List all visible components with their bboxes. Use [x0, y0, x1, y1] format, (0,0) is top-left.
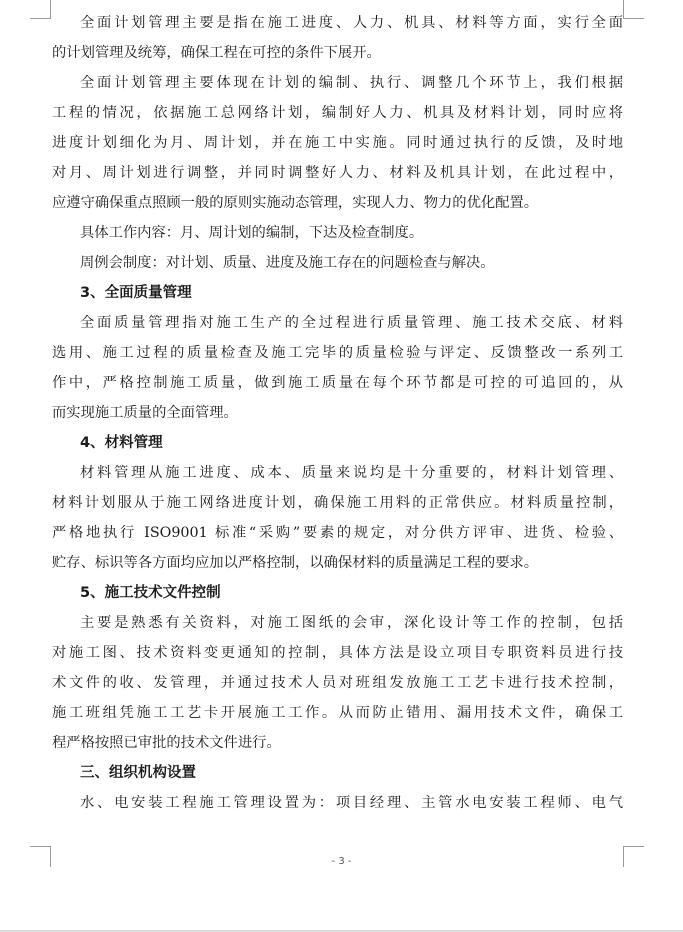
- text-line: 贮存、标识等各方面均应加以严格控制，以确保材料的质量满足工程的要求。: [52, 555, 539, 571]
- text-line: 应遵守确保重点照顾一般的原则实施动态管理，实现人力、物力的优化配置。: [52, 195, 539, 211]
- text-line: 而实现施工质量的全面管理。: [52, 405, 238, 421]
- crop-mark-top-right: [623, 0, 644, 19]
- page-number: - 3 -: [331, 856, 352, 867]
- section-heading: 三、组织机构设置: [80, 765, 196, 781]
- document-body: [52, 8, 623, 818]
- text-line: 施工班组凭施工工艺卡开展施工工作。从而防止错用、漏用技术文件，确保工: [52, 705, 623, 721]
- text-line: 选用、施工过程的质量检查及施工完毕的质量检验与评定、反馈整改一系列工: [52, 345, 623, 361]
- section-heading: 3、全面质量管理: [80, 285, 192, 301]
- section-heading: 4、材料管理: [80, 435, 163, 451]
- text-line: 材料管理从施工进度、成本、质量来说均是十分重要的，材料计划管理、: [80, 465, 623, 481]
- text-line: 全面计划管理主要体现在计划的编制、执行、调整几个环节上，我们根据: [80, 75, 623, 91]
- text-line: 材料计划服从于施工网络进度计划，确保施工用料的正常供应。材料质量控制，: [52, 495, 623, 511]
- text-line: 对月、周计划进行调整，并同时调整好人力、材料及机具计划，在此过程中，: [52, 165, 623, 181]
- text-line: 对施工图、技术资料变更通知的控制，具体方法是设立项目专职资料员进行技: [52, 645, 623, 661]
- text-line: 全面质量管理指对施工生产的全过程进行质量管理、施工技术交底、材料: [80, 315, 623, 331]
- section-heading: 5、施工技术文件控制: [80, 585, 221, 601]
- text-line: 全面计划管理主要是指在施工进度、人力、机具、材料等方面，实行全面: [80, 15, 623, 31]
- text-line: 术文件的收、发管理，并通过技术人员对班组发放施工工艺卡进行技术控制，: [52, 675, 623, 691]
- text-line: 严格地执行 ISO9001 标准“采购”要素的规定，对分供方评审、进货、检验、: [52, 525, 623, 541]
- text-line: 的计划管理及统筹，确保工程在可控的条件下展开。: [52, 45, 381, 61]
- text-line: 工程的情况，依据施工总网络计划，编制好人力、机具及材料计划，同时应将: [52, 105, 623, 121]
- text-line: 程严格按照已审批的技术文件进行。: [52, 735, 281, 751]
- crop-mark-top-left: [30, 0, 51, 19]
- text-line: 主要是熟悉有关资料，对施工图纸的会审，深化设计等工作的控制，包括: [80, 615, 623, 631]
- text-line: 具体工作内容：月、周计划的编制，下达及检查制度。: [80, 225, 424, 241]
- text-line: 作中，严格控制施工质量，做到施工质量在每个环节都是可控的可追回的，从: [52, 375, 623, 391]
- text-line: 周例会制度：对计划、质量、进度及施工存在的问题检查与解决。: [80, 255, 495, 271]
- text-line: 进度计划细化为月、周计划，并在施工中实施。同时通过执行的反馈，及时地: [52, 135, 623, 151]
- text-line: 水、电安装工程施工管理设置为：项目经理、主管水电安装工程师、电气: [80, 795, 623, 811]
